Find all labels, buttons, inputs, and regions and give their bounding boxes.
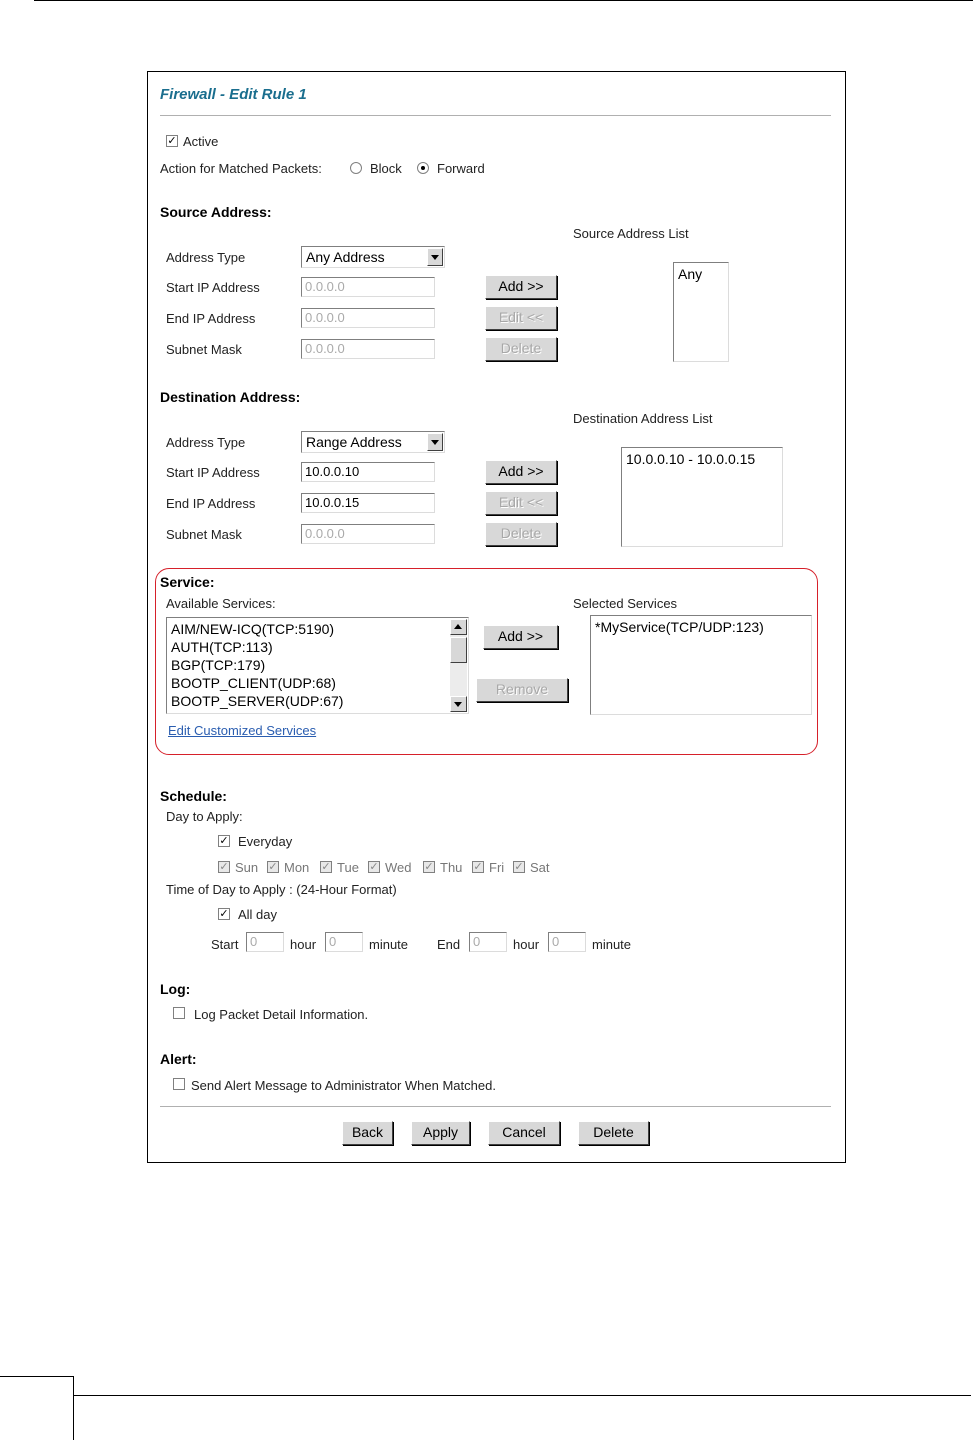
available-services-label: Available Services: — [166, 596, 276, 611]
destination-address-heading: Destination Address: — [160, 389, 301, 405]
end-minute-label: minute — [592, 937, 632, 952]
all-day-label: All day — [238, 907, 278, 922]
source-address-type-label: Address Type — [166, 250, 246, 265]
list-item[interactable]: BOOTP_CLIENT(UDP:68) — [171, 675, 336, 691]
source-subnet-input[interactable]: 0.0.0.0 — [301, 339, 435, 359]
apply-button[interactable]: Apply — [411, 1121, 470, 1145]
available-services-list[interactable] — [166, 617, 469, 714]
source-start-ip-input[interactable]: 0.0.0.0 — [301, 277, 435, 297]
end-hour-label: hour — [513, 937, 540, 952]
sat-checkbox[interactable]: ✓ — [514, 861, 524, 873]
chevron-down-icon — [427, 248, 443, 266]
start-label: Start — [211, 937, 239, 952]
destination-address-type-label: Address Type — [166, 435, 246, 450]
cancel-button[interactable]: Cancel — [488, 1121, 560, 1145]
all-day-checkbox[interactable]: ✓ — [219, 908, 229, 920]
forward-radio[interactable] — [417, 162, 429, 174]
destination-end-ip-label: End IP Address — [166, 496, 256, 511]
selected-services-label: Selected Services — [573, 596, 678, 611]
delete-button[interactable]: Delete — [578, 1121, 649, 1145]
log-heading: Log: — [160, 981, 191, 997]
log-packet-label: Log Packet Detail Information. — [194, 1007, 369, 1022]
thu-label: Thu — [440, 860, 463, 875]
source-address-list[interactable] — [673, 262, 729, 362]
list-item[interactable]: 10.0.0.10 - 10.0.0.15 — [626, 451, 756, 467]
chevron-down-icon — [427, 433, 443, 451]
source-start-ip-label: Start IP Address — [166, 280, 260, 295]
source-end-ip-input[interactable]: 0.0.0.0 — [301, 308, 435, 328]
source-address-heading: Source Address: — [160, 204, 272, 220]
send-alert-label: Send Alert Message to Administrator When Matched. — [191, 1078, 496, 1093]
thu-checkbox[interactable]: ✓ — [424, 861, 434, 873]
back-button[interactable]: Back — [342, 1121, 393, 1145]
service-remove-button[interactable]: Remove — [476, 678, 568, 702]
day-to-apply-label: Day to Apply: — [166, 809, 243, 824]
sun-label: Sun — [235, 860, 259, 875]
selected-services-list[interactable] — [590, 615, 812, 715]
title-divider — [160, 115, 831, 116]
source-address-list-label: Source Address List — [573, 226, 689, 241]
start-minute-input[interactable]: 0 — [325, 932, 363, 952]
end-label: End — [437, 937, 461, 952]
page-top-rule — [34, 0, 973, 1]
source-address-type-select[interactable] — [301, 246, 445, 268]
page-number-box — [0, 1376, 74, 1440]
list-item[interactable]: AUTH(TCP:113) — [171, 639, 273, 655]
mon-checkbox[interactable]: ✓ — [268, 861, 278, 873]
everyday-label: Everyday — [238, 834, 293, 849]
destination-edit-button[interactable]: Edit << — [485, 491, 557, 515]
start-hour-label: hour — [290, 937, 317, 952]
source-edit-button[interactable]: Edit << — [485, 306, 557, 330]
edit-customized-services-link[interactable]: Edit Customized Services — [168, 723, 317, 738]
destination-start-ip-label: Start IP Address — [166, 465, 260, 480]
start-hour-input[interactable]: 0 — [246, 932, 284, 952]
destination-start-ip-input[interactable]: 10.0.0.10 — [301, 462, 435, 482]
scroll-down-icon[interactable] — [450, 696, 467, 712]
send-alert-checkbox[interactable] — [173, 1078, 185, 1090]
wed-label: Wed — [385, 860, 412, 875]
active-label: Active — [183, 134, 219, 149]
schedule-heading: Schedule: — [160, 788, 227, 804]
page-bottom-rule — [74, 1395, 971, 1396]
wed-checkbox[interactable]: ✓ — [369, 861, 379, 873]
block-radio[interactable] — [350, 162, 362, 174]
footer-divider — [160, 1106, 831, 1107]
available-services-scrollbar[interactable] — [450, 619, 467, 712]
source-end-ip-label: End IP Address — [166, 311, 256, 326]
service-add-button[interactable]: Add >> — [483, 625, 558, 649]
alert-heading: Alert: — [160, 1051, 197, 1067]
destination-address-type-select[interactable] — [301, 431, 445, 453]
mon-label: Mon — [284, 860, 310, 875]
destination-end-ip-input[interactable]: 10.0.0.15 — [301, 493, 435, 513]
source-delete-button[interactable]: Delete — [485, 337, 557, 361]
scroll-thumb[interactable] — [450, 637, 467, 663]
source-address-type-value: Any Address — [306, 249, 385, 265]
list-item[interactable]: AIM/NEW-ICQ(TCP:5190) — [171, 621, 335, 637]
fri-label: Fri — [489, 860, 505, 875]
active-checkbox[interactable]: ✓ — [167, 135, 177, 147]
destination-address-list[interactable] — [621, 447, 783, 547]
service-heading: Service: — [160, 574, 215, 590]
destination-address-list-label: Destination Address List — [573, 411, 713, 426]
sun-checkbox[interactable]: ✓ — [219, 861, 229, 873]
time-of-day-label: Time of Day to Apply : (24-Hour Format) — [166, 882, 397, 897]
sat-label: Sat — [530, 860, 550, 875]
source-add-button[interactable]: Add >> — [485, 275, 557, 299]
list-item[interactable]: BGP(TCP:179) — [171, 657, 266, 673]
tue-checkbox[interactable]: ✓ — [321, 861, 331, 873]
destination-subnet-label: Subnet Mask — [166, 527, 242, 542]
list-item[interactable]: Any — [678, 266, 703, 282]
source-subnet-label: Subnet Mask — [166, 342, 242, 357]
forward-label: Forward — [437, 161, 485, 176]
page-title: Firewall - Edit Rule 1 — [160, 86, 307, 103]
destination-subnet-input[interactable]: 0.0.0.0 — [301, 524, 435, 544]
end-minute-input[interactable]: 0 — [548, 932, 586, 952]
tue-label: Tue — [337, 860, 359, 875]
destination-delete-button[interactable]: Delete — [485, 522, 557, 546]
list-item[interactable]: *MyService(TCP/UDP:123) — [595, 619, 764, 635]
fri-checkbox[interactable]: ✓ — [473, 861, 483, 873]
list-item[interactable]: BOOTP_SERVER(UDP:67) — [171, 693, 344, 709]
scroll-up-icon[interactable] — [450, 619, 467, 635]
destination-add-button[interactable]: Add >> — [485, 460, 557, 484]
destination-address-type-value: Range Address — [306, 434, 402, 450]
end-hour-input[interactable]: 0 — [469, 932, 507, 952]
log-packet-checkbox[interactable] — [173, 1007, 185, 1019]
block-label: Block — [370, 161, 402, 176]
everyday-checkbox[interactable]: ✓ — [219, 835, 229, 847]
action-label: Action for Matched Packets: — [160, 161, 322, 176]
start-minute-label: minute — [369, 937, 409, 952]
